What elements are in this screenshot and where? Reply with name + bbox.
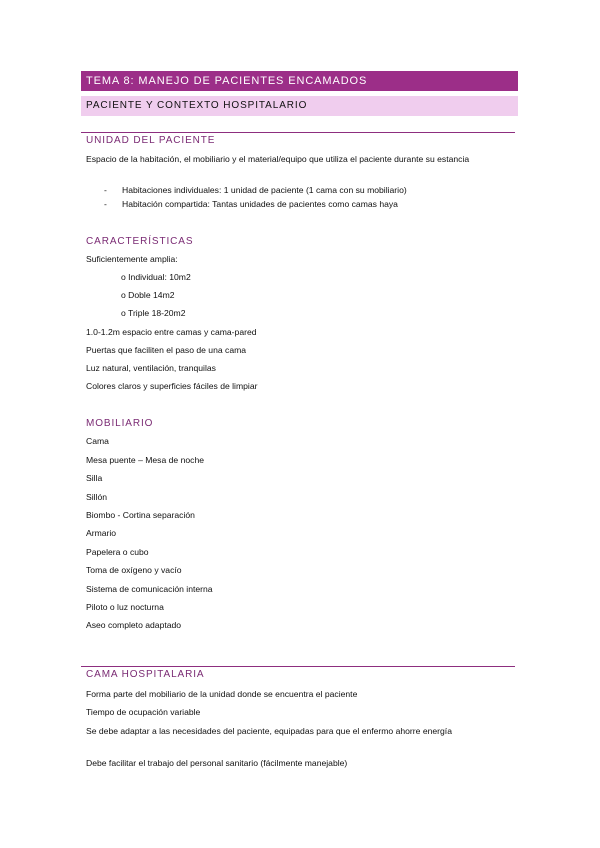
caracteristicas-intro: Suficientemente amplia: (86, 254, 178, 264)
cama-item: Debe facilitar el trabajo del personal sanitario (fácilmente manejable) (86, 758, 348, 768)
caracteristicas-subitem: o Triple 18-20m2 (121, 308, 186, 318)
caracteristicas-subitem: o Individual: 10m2 (121, 272, 191, 282)
mobiliario-item: Toma de oxígeno y vacío (86, 565, 182, 575)
cama-item: Tiempo de ocupación variable (86, 707, 201, 717)
mobiliario-item: Papelera o cubo (86, 547, 149, 557)
heading-cama: CAMA HOSPITALARIA (86, 669, 205, 680)
mobiliario-item: Piloto o luz nocturna (86, 602, 164, 612)
caracteristicas-item: Colores claros y superficies fáciles de limpiar (86, 381, 258, 391)
mobiliario-item: Sillón (86, 492, 108, 502)
unidad-bullet: Habitaciones individuales: 1 unidad de paciente (1 cama con su mobiliario) (122, 185, 407, 195)
section-rule (81, 666, 515, 667)
chapter-title-bar: TEMA 8: MANEJO DE PACIENTES ENCAMADOS (81, 71, 518, 91)
mobiliario-item: Biombo - Cortina separación (86, 510, 195, 520)
unidad-paragraph: Espacio de la habitación, el mobiliario y el material/equipo que utiliza el paciente durante su estancia (86, 154, 470, 164)
caracteristicas-subitem: o Doble 14m2 (121, 290, 175, 300)
mobiliario-item: Cama (86, 436, 109, 446)
caracteristicas-item: 1.0-1.2m espacio entre camas y cama-pared (86, 327, 257, 337)
mobiliario-item: Armario (86, 528, 117, 538)
mobiliario-item: Silla (86, 473, 103, 483)
heading-caracteristicas: CARACTERÍSTICAS (86, 236, 194, 247)
unidad-bullet: Habitación compartida: Tantas unidades de pacientes como camas haya (122, 199, 398, 209)
section-title-bar: PACIENTE Y CONTEXTO HOSPITALARIO (81, 96, 518, 116)
caracteristicas-item: Puertas que faciliten el paso de una cama (86, 345, 247, 355)
mobiliario-item: Mesa puente – Mesa de noche (86, 455, 205, 465)
section-rule (81, 132, 515, 133)
heading-unidad: UNIDAD DEL PACIENTE (86, 135, 216, 146)
cama-item: Forma parte del mobiliario de la unidad donde se encuentra el paciente (86, 689, 358, 699)
heading-mobiliario: MOBILIARIO (86, 418, 154, 429)
cama-paragraph: Se debe adaptar a las necesidades del paciente, equipadas para que el enfermo ahorre energía (86, 726, 452, 736)
caracteristicas-item: Luz natural, ventilación, tranquilas (86, 363, 216, 373)
bullet-marker: - (104, 199, 107, 209)
mobiliario-item: Aseo completo adaptado (86, 620, 182, 630)
bullet-marker: - (104, 185, 107, 195)
mobiliario-item: Sistema de comunicación interna (86, 584, 213, 594)
